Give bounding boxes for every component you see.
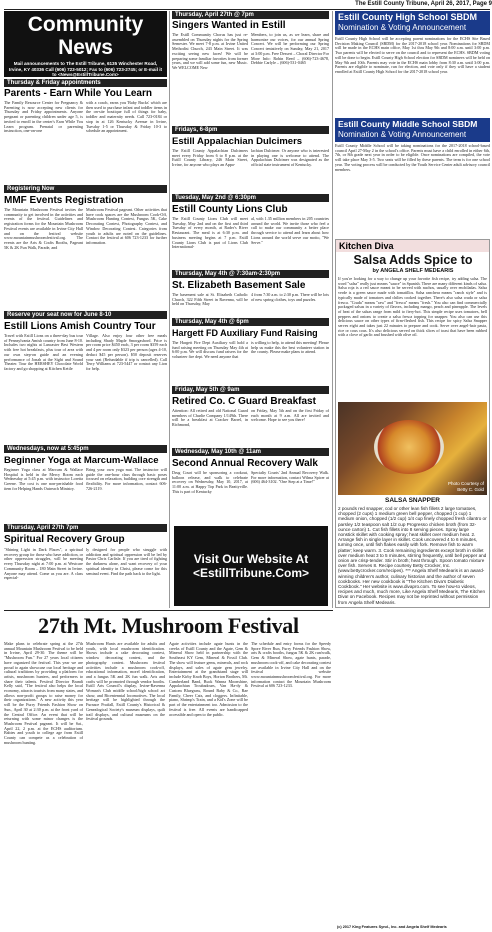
left-bar-5: Thursday, April 27th 7pm [4, 524, 167, 532]
mid-text-4a: The basement sale at St. Elizabeth Catholic Church, 322 Fifth Street in Ravenna, will be held on Thursday, May [172, 293, 248, 307]
mid-text-7b: Specialty Courts' 2nd Annual Recovery Walk. For more information, contact Wilma Spicer at (606) 464-3102. "One Step at a Time!" [251, 471, 329, 485]
left-heading-4: Beginner Yoga at Marcum-Wallace [4, 455, 159, 466]
mid-bar-2: Fridays, 6-8pm [172, 126, 329, 134]
left-text-1a: The Family Resource Center for Pregnancy & Parenting is now accepting new clients for Thursday and Friday appointments. Anyone pregnant or parenting children under age 5, is invited to enroll in the center's Earn While You Learn program. Prenatal or parenting instruction, one-on-one [4, 101, 83, 134]
ecms-sbdm-title: Estill County Middle School SBDM [338, 119, 478, 129]
festival-title: 27th Mt. Mushroom Festival [38, 613, 299, 638]
byline: by ANGELA SHELF MEDEARIS [372, 268, 454, 274]
mid-text-1b: Members, to join us, as we learn, share and harmonize our voices, for our annual Spring Concert. We will be performing our Spring Concert tentatively on Sunday, May 21, 2017 at 3:00 p.m. Free Dessert – Choral Director For More Info: Robin Reed – (606)-723-4678, Debbie Carlyle – (606)-531-0465 [251, 33, 329, 66]
festival-col-4: The schedule and entry forms for the Speedy Spore River Run, Furry Friends Fashion Show, arts & crafts booths, fungus 5K & 2K run/walk, Gem & Mineral Show, agate hunts, parade, mushroom cook-off, and cake decorating contest are available in Irvine City Hall and on the festival website www.mountainmushroomfestival.org. For more information contact the Mountain Mushroom Festival at 606 723-1233. [251, 642, 331, 689]
website-ad-line2: <EstillTribune.Com> [192, 566, 310, 580]
left-bar-2: Registering Now [4, 185, 167, 193]
left-text-4b: Bring your own yoga mat. The instructor will guide the one-hour class through basic poses focused on relaxation, building core strength and flexibility. For more information, contact 606-726-2119. [86, 468, 167, 491]
left-text-3a: Travel with Estill Lions on a three-day bus tour of Pennsylvania Amish country from June 8-10. Includes two nights at Lancaster Best Western with free hot breakfasts, plus tour of area with our own step-on guide and an evening performance of Jonah at the Sight and Sound Theater. Tour the HERSHEY Chocolate World factory and go shopping at Kitchen Kettle [4, 334, 83, 371]
community-header [4, 11, 167, 77]
ecms-sbdm-subtitle: Nomination & Voting Announcement [338, 130, 467, 139]
mid-text-1a: The Estill Community Chorus has just re-assembled on Thursday nights for the Spring Semester. We meet 7-8 p.m. at Irvine United Methodist Church, 243 Main Street. It was exciting seeing new faces! We will be preparing some familiar favorites from former years, and we will add some fun, new Music. We WELCOME New [172, 33, 248, 70]
website-ad-line1: Visit Our Website At [193, 552, 309, 566]
left-text-1b: with a coach, earns you 'Baby Bucks' which are then used to purchase infant and toddler items in the on-site boutique full of things for baby, toddler and maternity needs. Call 723-0184 or stop in at 126 Kentucky Avenue in Irvine, Tuesday 1-5 or Thursday & Friday 10-3 to schedule an appointment. [86, 101, 167, 134]
mid-bar-6: Friday, May 5th @ 9am [172, 386, 329, 394]
left-text-4a: Beginner Yoga class at Marcum & Wallace Hospital is held in the Mercy Room each Wednesday at 5:45 p.m. with instructor Loretta Greene. The cost is one non-perishable food item for Helping Hands Outreach Ministry. [4, 468, 83, 491]
left-heading-2: MMF Events Registration [4, 195, 124, 206]
copyright: (c) 2017 King Features Synd., Inc. and Angela Shelf Medearis [337, 925, 447, 929]
left-bar-3: Reserve your seat now for June 8-10 [4, 311, 167, 319]
mid-heading-4: St. Elizabeth Basement Sale [172, 280, 306, 291]
recipe-title: SALSA SNAPPER [384, 497, 441, 504]
left-text-5b: ly designed for people who struggle with addiction and spiritual oppression will be led by Pastor Chris Carlisle. If you are tired of fighting the darkness alone, and want recovery of your spiritual identity in Christ, please come for this seminal event. Find the path back to the light. [86, 548, 167, 576]
mid-text-7a: Drug Court will be sponsoring a cookout, balloon release, and walk to celebrate recovery on Wednesday, May 10, 2017, at 11:00 a.m. at Happy Top Park in Beattyville. This is part of Kentucky [172, 471, 248, 494]
mid-text-3b: al, with 1.35 million members in 205 countries around the world. We invite those who feel a call to make our community a better place through service to attend and learn about how Lions around the world serve our motto, "We Serve." [251, 217, 329, 245]
mid-bar-4: Thursday, May 4th @ 7:30am-2:30pm [172, 270, 329, 278]
mid-bar-3: Tuesday, May 2nd @ 6:30pm [172, 194, 329, 202]
echs-sbdm-subtitle: Nomination & Voting Announcement [338, 23, 467, 32]
mid-heading-7: Second Annual Recovery Walk [172, 458, 318, 469]
mid-text-2b: lachian Dulcimer. Or anyone who is interested in playing one is welcome to attend. The Appalachian Dulcimer was designated as the official state instrument of Kentucky. [251, 149, 329, 168]
festival-col-1: Make plans to celebrate spring at the 27th annual Mountain Mushroom Festival to be held in Irvine, April 29-30. The theme will be "Mushroom Fun." For 27 years local citizens have organized the festival. This year we are proud to again showcase our local heritage and cultural traditions by providing a platform for artists, mushroom hunters, and performers to share their talents. Festival Director Brandi Kelly said, "The festival also helps the local economy, attracts tourists from many states, and allows non-profit groups to raise money for their organizations." A new activity this year will be the Furry Friends Fashion Show on Sun., April 30 at 2:30 p.m. at the front yard of the Central Office. An event that will be returning with some minor changes is the Mushroom Festival pageant. It will be Sat., April 22, 2 p.m. at the ECHS auditorium. Babies and youth to college age from Estill County can compete as a celebration of mushroom hunting. [4, 642, 83, 745]
photo-plate [374, 420, 444, 474]
kitchen-diva-label: Kitchen Diva [336, 240, 489, 252]
left-bar-1: Thursday & Friday appointments [4, 79, 167, 87]
column-rule-1 [169, 11, 170, 608]
echs-sbdm-text: Estill County High School will be accepting parent nominations for the ECHS Site Based Decision Making Council (SBDM) for the 2017-2018 school year. Nominations for SBDM will be made in the ECHS main office, May 1st thru May 9th and 8:00 a.m. until 3:00 p.m. Two parents will be elected to serve on the council and to represent the ECHS. SBDM voting will be done to begin. Estill County High School election for SBDM nominees will be held on May 9th and 10th. Parents may vote in the ECHS main lobby from 8:30 a.m. until 3:00 p.m. Parents are eligible to nominate, run for election, and vote only if they will have a student enrolled at Estill County High School for the 2017-2018 school year. [335, 37, 490, 74]
salsa-title: Salsa Adds Spice to [353, 253, 473, 267]
salsa-text: If you're looking for a way to change up your favorite fish recipe, try adding salsa. The word "salsa" really just means "sauce" in Spanish. There are many different kinds of salsa. Salsa roja is a red sauce meant to be served with nachos, usually over enchiladas. Salsa verde is a green sauce made with tomatillos. Salsa ranchera means "ranch style" and is typically made of tomatoes and chilies cooked together. There's also salsa cruda or salsa fresca. "Cruda" means "raw" and "fresca" means "fresh." You also can find commercially packaged salsas in a variety of flavors, including mango, peach and pineapple. The levels of heat of the salsas range from mild to fiery-hot. This simple recipe uses tomatoes, bell peppers and onions to create a salsa fresca topping for snapper. You also can use this delicious sauce on other types of firm-fleshed fish. This recipe for spicy Salsa Snapper serves eight and takes just 22 minutes to prepare and cook. Serve over angel-hair pasta, rice or cous cous. It's also delicious served on thick slices of toast that have been rubbed with a clove of garlic and brushed with olive oil. [338, 277, 487, 338]
community-title: Community News [27, 13, 144, 59]
recipe-text: 2 pounds red snapper, cod or other lean fish fillets 2 large tomatoes, chopped (2 cups) 1 medium green bell pepper, chopped (1 cup) 1 medium onion, chopped (1/2 cup) 1/4 cup finely chopped fresh cilantro or parsley 1/2 teaspoon salt 1/2 cup Progresso chicken broth (from 32-ounce carton) 1. Cut fish fillets into 8 serving pieces. Spray large nonstick skillet with cooking spray; heat skillet over medium heat. 2. Arrange fish in single layer in skillet. Cook uncovered 4 to 6 minutes, turning once, until fish flakes easily with fork. Remove fish to warm platter; keep warm. 3. Cook remaining ingredients except broth in skillet over medium heat 3 to 5 minutes, stirring frequently, until bell pepper and onion are crisp-tender. Stir in broth; heat through. Spoon tomato mixture over fish. Serves 8. Recipe courtesy Betty Crocker, Inc. (www.bettycrocker.com/recipes). *** Angela Shelf Medearis is an award-winning children's author, culinary historian and the author of seven cookbooks. Her new cookbook is "The Kitchen Diva's Diabetic Cookbook." Her website is www.divapro.com. To see how-to videos, recipes and much, much more, Like Angela Shelf Medearis, The Kitchen Diva! on Facebook. Recipes may not be reprinted without permission from Angela Shelf Medearis. [338, 506, 487, 605]
mid-text-5b: is willing to help, to attend this meeting! Please help us make this the best volunteer station in the county. Please make plans to attend. [251, 341, 329, 355]
mid-heading-5: Hargett FD Auxiliary Fund Raising [172, 328, 318, 338]
mid-bar-5: Thursday, May 4th @ 6pm [172, 318, 329, 326]
ecms-sbdm-header [335, 118, 490, 142]
mid-text-5a: The Hargett Fire Dept Auxiliary will hold a fund raising meeting on Thursday May 4th at 6:00 p.m. We will discuss fund raisers for the volunteer fire dept. We need anyone that [172, 341, 248, 360]
left-text-3b: Village. Also enjoy four other free meals including Shady Maple Smorgasbord. Price is per room price $450 each, 3 per room $359 each and 4 per room only $323 per person (ages 4-10, deduct $45 per person). $50 deposit reserves your seat (Refundable if trip is cancelled). Call Terry Williams at 723-5447 or contact any Lion for help. [86, 334, 167, 371]
left-heading-1: Parents - Earn While You Learn [4, 88, 152, 99]
left-text-2a: The Mountain Mushroom Festival invites the community to get involved in the activities and events of the festival. Guidelines and registration forms for the Mountain Mushroom Festival events are available in Irvine City Hall and on the festival website www.mountainmushroomfestival.org. The events are the Arts & Crafts Booths, Pageant 5K & 2K Fun Walk, Parade, and [4, 208, 83, 250]
top-rule [4, 9, 490, 10]
festival-top-rule [4, 610, 333, 611]
festival-col-3: Agate activities include agate hunts in the creeks of Estill County and the Agate, Gem & Mineral Show held in partnership with the Southeast KY Gem, Mineral & Fossil Club. The show will feature gems, minerals, and rock displays, and sales of agate gem jewelry. Entertainment at the grandstand stage will include Kirby Knob Boys, Horton Brothers, Mt. Cumberland Band, Buck Wanna Moonshine, Appalachian Troubadours, Van Ha-dy & Custom Bluegrass, Round Baby & Co., Rae Family, Cheer Cats, and cloggers. Infinitable, piano, Shrimp's Train, and a Kid's Zone will be part of the entertainment too. Admission to the festival is free. All events are handicapped accessible and open to the public. [169, 642, 248, 717]
mid-heading-3: Estill County Lions Club [172, 204, 288, 215]
community-mail-text: Mail announcements to The Estill Tribune, 6135 Winchester Road, Irvine, KY 40336 Call (606) 723-5012; Fax to (606) 723-2745; or E-mail it to <News@EstillTribune.Com> [8, 61, 163, 77]
mid-bar-7: Wednesday, May 10th @ 11am [172, 448, 329, 456]
mid-bar-1: Thursday, April 27th @ 7pm [172, 11, 329, 19]
website-ad[interactable] [174, 526, 328, 606]
left-text-2b: Mushroom Festival pageant. Other activities that have cook spaces are the Mushroom Cook-Off, Mushroom Hunting Contest, Fungus 5K, Cake Decorating Contest, Photography Contest, and Window Decorating Contest. Categories from youth to adults are noted on the guidelines. Contact the festival at 606 723-1233 for further information. [86, 208, 167, 245]
echs-sbdm-header [335, 11, 490, 35]
echs-sbdm-title: Estill County High School SBDM [338, 12, 477, 22]
mid-text-4b: 4 from 7:30 a.m. to 2:30 p.m. There will be lots of new spring clothes, toys and puzzles. [251, 293, 329, 302]
masthead: The Estill County Tribune, April 26, 2017, Page 9 [355, 1, 492, 7]
mid-text-6a: Attention: All retired and old National Guard members of Charlie Company 1/149th. There will be a breakfast at Cracker Barrel, in Richmond, [172, 409, 248, 428]
mid-heading-1: Singers Wanted in Estill [172, 20, 286, 31]
mid-heading-2: Estill Appalachian Dulcimers [172, 136, 303, 147]
left-heading-5: Spiritual Recovery Group [4, 534, 125, 545]
left-bar-4: Wednesdays, now at 5:45pm [4, 445, 167, 453]
ecms-sbdm-text: Estill County Middle School will be taking nominations for the 2017-2018 school-based council April 27-May 2 in the school's office. Parents must have a child enrolled in either 6th, 7th, or 8th grade next year in order to be eligible. Once nominations are compiled, the vote will take place May 3-5. Two seats will be filled by these parents. The term is for one school year. The voting process will be conducted by the Youth Service Center adult advisory council members. [335, 144, 490, 172]
mid-text-3a: The Estill County Lions Club will meet Tuesday, May 2nd and on the first and third Tuesday of every month, at Rader's River Restaurant. The meal is at 6:30 p.m. and business meeting begins at 7 p.m. Estill County Lions Club is part of Lions Club International- [172, 217, 248, 250]
photo-caption: Photo Courtesy of Betty C. Gold [447, 481, 484, 492]
left-text-5a: "Shining Light in Dark Places", a spiritual recovery group for those who have addiction, or other oppression struggles, will be meeting every Thursday night at 7:00 p.m. at Westcare Community Room – 180 Main Street in Irvine. Anyone may attend. Come as you are. A class especial- [4, 548, 83, 581]
festival-col-2: Mushroom Hunts are available for adults and youth, with local mushroom identification. Shows include a cake decorating contest, window decorating contest, and the photography contest. Mushroom festival activities include a mushroom cook-off, educational information, morel identification, and a fungus 5K and 2K fun walk. Arts and crafts will be promoted through vendor booths. Estill Arts Council's display, Irvine-Ravenna Woman's Club middle school/high school art show, and Bicentennial locomotives. The local heritage will be highlighted through the Furnace Pratfall, Estill County's Historical & Genealogical Society's museum displays, quilt trail displays, and cultural museums on the festival grounds. [86, 642, 165, 722]
salsa-snapper-photo [338, 402, 487, 495]
mid-heading-6: Retired Co. C Guard Breakfast [172, 396, 316, 407]
mid-text-6b: on Friday, May 5th and on the first Friday of each month at 9 a.m. All are invited and welcome. Hope to see you there! [251, 409, 329, 423]
mid-text-2a: The Estill County Appalachian Dulcimers meet every Friday from 6 to 8 p.m. at the Estill County Library, 246 Main Street, Irvine, for anyone who plays an Appa- [172, 149, 248, 168]
column-rule-2 [332, 11, 333, 608]
left-heading-3: Estill Lions Amish Country Tour [4, 321, 156, 332]
